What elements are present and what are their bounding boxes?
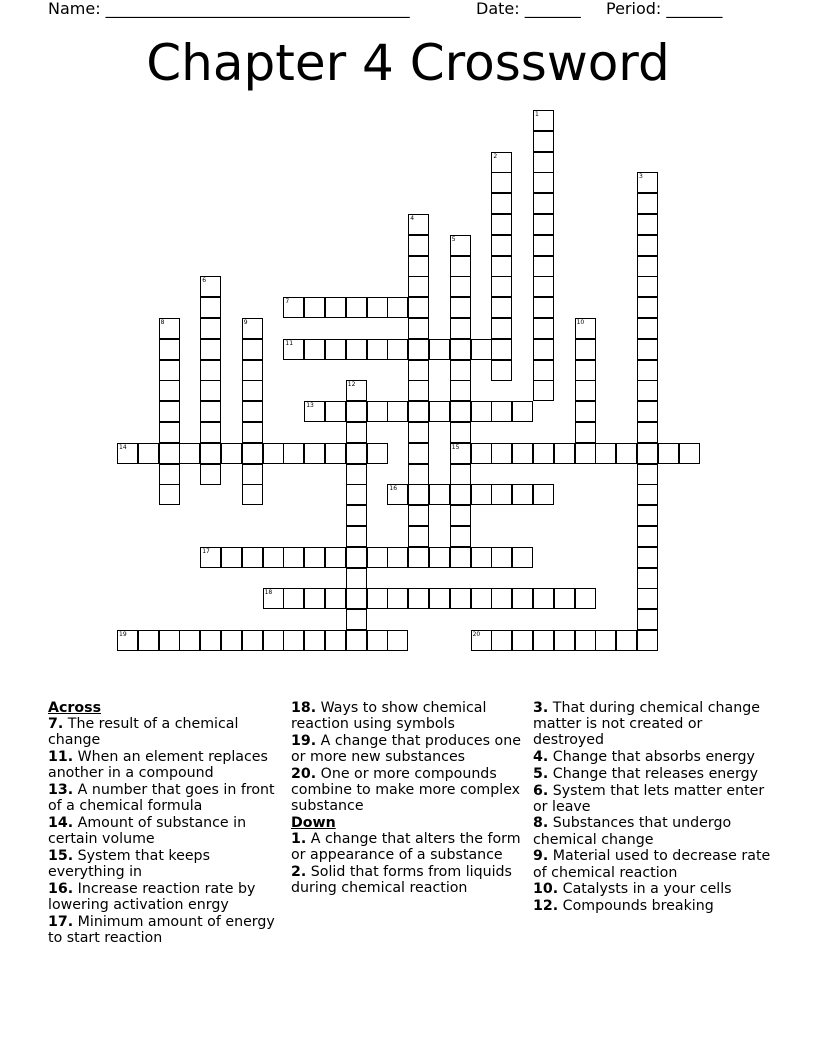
grid-cell[interactable]: [346, 422, 367, 443]
grid-cell[interactable]: [346, 464, 367, 485]
grid-cell[interactable]: [637, 360, 658, 381]
grid-cell[interactable]: [450, 276, 471, 297]
grid-cell[interactable]: [159, 422, 180, 443]
grid-cell[interactable]: [491, 193, 512, 214]
grid-cell[interactable]: [242, 443, 263, 464]
grid-cell[interactable]: [242, 464, 263, 485]
grid-cell[interactable]: [450, 360, 471, 381]
clue-number: 3: [639, 173, 643, 181]
grid-cell[interactable]: [637, 214, 658, 235]
grid-cell[interactable]: [491, 256, 512, 277]
grid-cell[interactable]: [242, 360, 263, 381]
grid-cell[interactable]: [325, 630, 346, 651]
clue-across-17: 17. Minimum amount of energy to start reaction: [48, 913, 275, 946]
grid-cell[interactable]: [283, 588, 304, 609]
clue-number: 13: [306, 402, 314, 410]
grid-cell[interactable]: [242, 401, 263, 422]
grid-cell[interactable]: [491, 547, 512, 568]
grid-cell[interactable]: [450, 339, 471, 360]
grid-cell[interactable]: [450, 443, 471, 464]
grid-cell[interactable]: [637, 568, 658, 589]
grid-cell[interactable]: [533, 172, 554, 193]
clue-number: 17: [202, 547, 210, 555]
grid-cell[interactable]: [263, 588, 284, 609]
clue-across-15: 15. System that keeps everything in: [48, 847, 210, 881]
clue-number: 12: [347, 381, 356, 389]
grid-cell[interactable]: [200, 443, 221, 464]
grid-cell[interactable]: [159, 630, 180, 651]
grid-cell[interactable]: [471, 339, 492, 360]
grid-cell[interactable]: [637, 464, 658, 485]
grid-cell[interactable]: [200, 297, 221, 318]
grid-cell[interactable]: [304, 401, 325, 422]
grid-cell[interactable]: [242, 318, 263, 339]
grid-cell[interactable]: [159, 443, 180, 464]
grid-cell[interactable]: [533, 339, 554, 360]
clue-number: 6: [202, 277, 207, 285]
grid-cell[interactable]: [575, 422, 596, 443]
grid-cell[interactable]: [533, 630, 554, 651]
grid-cell[interactable]: [533, 484, 554, 505]
grid-cell[interactable]: [491, 588, 512, 609]
grid-cell[interactable]: [325, 401, 346, 422]
grid-cell[interactable]: [450, 484, 471, 505]
grid-cell[interactable]: [200, 276, 221, 297]
grid-cell[interactable]: [159, 339, 180, 360]
grid-cell[interactable]: [242, 630, 263, 651]
clue-column-2: [291, 700, 529, 897]
grid-cell[interactable]: [429, 339, 450, 360]
clue-number: 18: [264, 589, 273, 597]
grid-cell[interactable]: [200, 401, 221, 422]
grid-cell[interactable]: [346, 547, 367, 568]
grid-cell[interactable]: [242, 339, 263, 360]
grid-cell[interactable]: [408, 484, 429, 505]
grid-cell[interactable]: [200, 630, 221, 651]
grid-cell[interactable]: [637, 630, 658, 651]
grid-cell[interactable]: [408, 422, 429, 443]
grid-cell[interactable]: [491, 630, 512, 651]
grid-cell[interactable]: [159, 360, 180, 381]
grid-cell[interactable]: [325, 339, 346, 360]
clue-down-1: 1. A change that alters the form or appearance of a substance: [291, 831, 521, 864]
grid-cell[interactable]: [637, 505, 658, 526]
clue-down-3: 3. That during chemical change matter is not created or destroyed: [533, 700, 760, 749]
down-heading: Down: [291, 814, 336, 831]
grid-cell[interactable]: [263, 547, 284, 568]
clue-down-5: 5. Change that releases energy: [533, 765, 759, 782]
grid-cell[interactable]: [200, 318, 221, 339]
page-title: Chapter 4 Crossword: [146, 34, 670, 92]
grid-cell[interactable]: [533, 256, 554, 277]
grid-cell[interactable]: [346, 380, 367, 401]
grid-cell[interactable]: [387, 630, 408, 651]
grid-cell[interactable]: [283, 339, 304, 360]
grid-cell[interactable]: [408, 547, 429, 568]
clue-column-1: [48, 700, 284, 947]
grid-cell[interactable]: [117, 443, 138, 464]
grid-cell[interactable]: [408, 505, 429, 526]
grid-cell[interactable]: [595, 443, 616, 464]
grid-cell[interactable]: [616, 443, 637, 464]
grid-cell[interactable]: [408, 297, 429, 318]
grid-cell[interactable]: [471, 630, 492, 651]
grid-cell[interactable]: [637, 297, 658, 318]
grid-cell[interactable]: [242, 380, 263, 401]
grid-cell[interactable]: [242, 547, 263, 568]
grid-cell[interactable]: [533, 443, 554, 464]
grid-cell[interactable]: [387, 484, 408, 505]
grid-cell[interactable]: [450, 588, 471, 609]
clue-across-11: 11. When an element replaces another in a compound: [48, 749, 268, 782]
grid-cell[interactable]: [637, 193, 658, 214]
grid-cell[interactable]: [159, 484, 180, 505]
grid-cell[interactable]: [159, 401, 180, 422]
clue-across-19: 19. A change that produces one or more new substances: [291, 732, 521, 766]
grid-cell[interactable]: [450, 380, 471, 401]
grid-cell[interactable]: [575, 588, 596, 609]
grid-cell[interactable]: [512, 588, 533, 609]
grid-cell[interactable]: [491, 484, 512, 505]
grid-cell[interactable]: [325, 443, 346, 464]
grid-cell[interactable]: [491, 152, 512, 173]
grid-cell[interactable]: [408, 526, 429, 547]
grid-cell[interactable]: [471, 484, 492, 505]
grid-cell[interactable]: [325, 297, 346, 318]
grid-cell[interactable]: [387, 401, 408, 422]
grid-cell[interactable]: [491, 214, 512, 235]
grid-cell[interactable]: [512, 630, 533, 651]
grid-cell[interactable]: [179, 630, 200, 651]
grid-cell[interactable]: [200, 360, 221, 381]
grid-cell[interactable]: [367, 401, 388, 422]
clue-down-2: 2. Solid that forms from liquids during chemical reaction: [291, 864, 512, 897]
grid-cell[interactable]: [450, 547, 471, 568]
grid-cell[interactable]: [491, 401, 512, 422]
grid-cell[interactable]: [450, 297, 471, 318]
clue-column-3: [533, 700, 773, 915]
clue-down-8: 8. Substances that undergo chemical change: [533, 815, 732, 848]
clue-number: 1: [535, 111, 539, 118]
grid-cell[interactable]: [575, 630, 596, 651]
grid-cell[interactable]: [533, 318, 554, 339]
grid-cell[interactable]: [637, 339, 658, 360]
grid-cell[interactable]: [408, 464, 429, 485]
grid-cell[interactable]: [471, 588, 492, 609]
clue-number: 7: [285, 298, 290, 306]
grid-cell[interactable]: [200, 464, 221, 485]
grid-cell[interactable]: [408, 214, 429, 235]
grid-cell[interactable]: [304, 588, 325, 609]
clue-across-7: 7. The result of a chemical change: [48, 716, 239, 749]
grid-cell[interactable]: [533, 588, 554, 609]
grid-cell[interactable]: [554, 630, 575, 651]
grid-cell[interactable]: [491, 172, 512, 193]
grid-cell[interactable]: [283, 547, 304, 568]
grid-cell[interactable]: [637, 609, 658, 630]
grid-cell[interactable]: [637, 172, 658, 193]
grid-cell[interactable]: [491, 276, 512, 297]
grid-cell[interactable]: [200, 380, 221, 401]
grid-cell[interactable]: [637, 318, 658, 339]
grid-cell[interactable]: [533, 235, 554, 256]
grid-cell[interactable]: [408, 443, 429, 464]
grid-cell[interactable]: [450, 235, 471, 256]
grid-cell[interactable]: [429, 401, 450, 422]
grid-cell[interactable]: [512, 443, 533, 464]
grid-cell[interactable]: [554, 443, 575, 464]
grid-cell[interactable]: [242, 422, 263, 443]
grid-cell[interactable]: [491, 235, 512, 256]
grid-cell[interactable]: [575, 318, 596, 339]
clue-across-18: 18. Ways to show chemical reaction using symbols: [291, 700, 487, 733]
grid-cell[interactable]: [512, 484, 533, 505]
grid-cell[interactable]: [408, 256, 429, 277]
grid-cell[interactable]: [304, 547, 325, 568]
grid-cell[interactable]: [533, 380, 554, 401]
grid-cell[interactable]: [325, 588, 346, 609]
grid-cell[interactable]: [117, 630, 138, 651]
grid-cell[interactable]: [533, 110, 554, 131]
grid-cell[interactable]: [450, 318, 471, 339]
grid-cell[interactable]: [200, 547, 221, 568]
grid-cell[interactable]: [533, 214, 554, 235]
grid-cell[interactable]: [637, 443, 658, 464]
grid-cell[interactable]: [263, 443, 284, 464]
grid-cell[interactable]: [637, 256, 658, 277]
grid-cell[interactable]: [346, 609, 367, 630]
grid-cell[interactable]: [242, 484, 263, 505]
grid-cell[interactable]: [533, 297, 554, 318]
grid-cell[interactable]: [637, 547, 658, 568]
grid-cell[interactable]: [346, 588, 367, 609]
clue-number: 8: [160, 319, 165, 326]
grid-cell[interactable]: [387, 339, 408, 360]
grid-cell[interactable]: [304, 297, 325, 318]
grid-cell[interactable]: [408, 588, 429, 609]
grid-cell[interactable]: [450, 526, 471, 547]
grid-cell[interactable]: [616, 630, 637, 651]
grid-cell[interactable]: [367, 339, 388, 360]
grid-cell[interactable]: [595, 630, 616, 651]
grid-cell[interactable]: [429, 484, 450, 505]
grid-cell[interactable]: [367, 630, 388, 651]
grid-cell[interactable]: [200, 422, 221, 443]
clue-down-10: 10. Catalysts in a your cells: [533, 881, 732, 898]
grid-cell[interactable]: [637, 484, 658, 505]
grid-cell[interactable]: [283, 297, 304, 318]
grid-cell[interactable]: [367, 443, 388, 464]
clue-number: 16: [389, 485, 398, 493]
grid-cell[interactable]: [450, 401, 471, 422]
grid-cell[interactable]: [658, 443, 679, 464]
grid-cell[interactable]: [283, 630, 304, 651]
grid-cell[interactable]: [637, 401, 658, 422]
grid-cell[interactable]: [575, 443, 596, 464]
clue-down-12: 12. Compounds breaking: [533, 897, 714, 914]
grid-cell[interactable]: [346, 526, 367, 547]
grid-cell[interactable]: [533, 276, 554, 297]
grid-cell[interactable]: [346, 339, 367, 360]
grid-cell[interactable]: [408, 339, 429, 360]
grid-cell[interactable]: [491, 360, 512, 381]
grid-cell[interactable]: [138, 443, 159, 464]
grid-cell[interactable]: [346, 505, 367, 526]
grid-cell[interactable]: [637, 588, 658, 609]
clue-number: 2: [493, 152, 498, 160]
grid-cell[interactable]: [491, 318, 512, 339]
clue-number: 20: [472, 631, 481, 638]
grid-cell[interactable]: [408, 401, 429, 422]
clue-down-9: 9. Material used to decrease rate of chemical reaction: [533, 848, 771, 881]
clue-number: 15: [451, 443, 460, 451]
grid-cell[interactable]: [637, 276, 658, 297]
grid-cell[interactable]: [138, 630, 159, 651]
grid-cell[interactable]: [387, 588, 408, 609]
grid-cell[interactable]: [533, 193, 554, 214]
grid-cell[interactable]: [429, 547, 450, 568]
grid-cell[interactable]: [575, 401, 596, 422]
grid-cell[interactable]: [159, 380, 180, 401]
clue-across-16: 16. Increase reaction rate by lowering activation enrgy: [48, 880, 256, 913]
grid-cell[interactable]: [450, 505, 471, 526]
grid-cell[interactable]: [429, 588, 450, 609]
grid-cell[interactable]: [387, 297, 408, 318]
clue-number: 4: [410, 215, 415, 222]
grid-cell[interactable]: [346, 484, 367, 505]
grid-cell[interactable]: [491, 443, 512, 464]
period-field[interactable]: Period: _______: [606, 0, 723, 18]
grid-cell[interactable]: [263, 630, 284, 651]
grid-cell[interactable]: [346, 443, 367, 464]
clue-down-4: 4. Change that absorbs energy: [533, 749, 755, 766]
grid-cell[interactable]: [533, 152, 554, 173]
grid-cell[interactable]: [159, 318, 180, 339]
grid-cell[interactable]: [346, 297, 367, 318]
grid-cell[interactable]: [450, 422, 471, 443]
grid-cell[interactable]: [325, 547, 346, 568]
grid-cell[interactable]: [283, 443, 304, 464]
clue-number: 9: [243, 319, 248, 326]
grid-cell[interactable]: [471, 547, 492, 568]
grid-cell[interactable]: [221, 443, 242, 464]
grid-cell[interactable]: [471, 401, 492, 422]
grid-cell[interactable]: [533, 360, 554, 381]
grid-cell[interactable]: [512, 401, 533, 422]
grid-cell[interactable]: [471, 443, 492, 464]
grid-cell[interactable]: [637, 526, 658, 547]
across-heading: Across: [48, 700, 102, 716]
grid-cell[interactable]: [367, 588, 388, 609]
grid-cell[interactable]: [450, 464, 471, 485]
grid-cell[interactable]: [408, 380, 429, 401]
grid-cell[interactable]: [346, 630, 367, 651]
grid-cell[interactable]: [575, 380, 596, 401]
clue-across-14: 14. Amount of substance in certain volume: [48, 814, 247, 848]
grid-cell[interactable]: [408, 318, 429, 339]
grid-cell[interactable]: [533, 131, 554, 152]
grid-cell[interactable]: [408, 360, 429, 381]
date-field[interactable]: Date: _______: [476, 0, 581, 18]
grid-cell[interactable]: [512, 547, 533, 568]
grid-cell[interactable]: [304, 630, 325, 651]
grid-cell[interactable]: [554, 588, 575, 609]
clue-number: 11: [285, 339, 294, 347]
clue-number: 10: [576, 319, 585, 326]
grid-cell[interactable]: [346, 568, 367, 589]
grid-cell[interactable]: [637, 380, 658, 401]
grid-cell[interactable]: [491, 297, 512, 318]
clue-across-13: 13. A number that goes in front of a chemical formula: [48, 782, 275, 815]
grid-cell[interactable]: [304, 339, 325, 360]
grid-cell[interactable]: [304, 443, 325, 464]
grid-cell[interactable]: [200, 339, 221, 360]
clue-across-20: 20. One or more compounds combine to make more complex substance: [291, 765, 521, 815]
clue-number: 5: [451, 235, 456, 243]
clue-down-6: 6. System that lets matter enter or leave: [533, 782, 765, 815]
grid-cell[interactable]: [575, 360, 596, 381]
clue-number: 19: [119, 631, 127, 638]
grid-cell[interactable]: [387, 547, 408, 568]
grid-cell[interactable]: [637, 235, 658, 256]
clue-number: 14: [119, 443, 127, 451]
grid-cell[interactable]: [679, 443, 700, 464]
grid-cell[interactable]: [221, 630, 242, 651]
name-field[interactable]: Name: ______________________________________: [48, 0, 410, 18]
grid-cell[interactable]: [575, 339, 596, 360]
grid-cell[interactable]: [408, 276, 429, 297]
grid-cell[interactable]: [346, 401, 367, 422]
grid-cell[interactable]: [367, 297, 388, 318]
grid-cell[interactable]: [491, 339, 512, 360]
grid-cell[interactable]: [367, 547, 388, 568]
grid-cell[interactable]: [221, 547, 242, 568]
grid-cell[interactable]: [637, 422, 658, 443]
grid-cell[interactable]: [450, 256, 471, 277]
grid-cell[interactable]: [179, 443, 200, 464]
grid-cell[interactable]: [159, 464, 180, 485]
grid-cell[interactable]: [408, 235, 429, 256]
